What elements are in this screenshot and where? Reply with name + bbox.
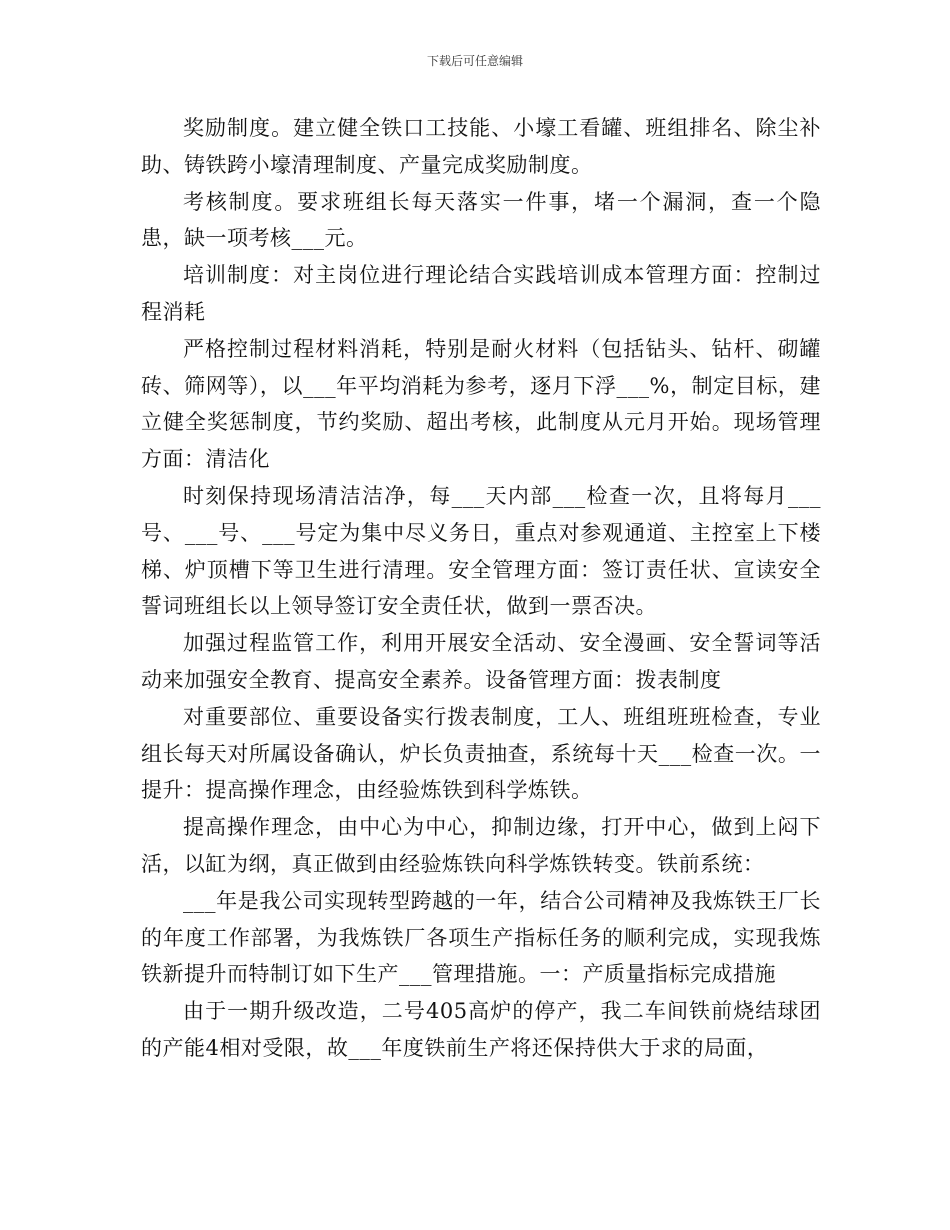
paragraph-production-status: 由于一期升级改造，二号405高炉的停产，我二车间铁前烧结球团的产能4相对受限，故___年度铁前生产将还保持供大于求的局面， [141, 999, 821, 1060]
paragraph-material-consumption: 严格控制过程材料消耗，特别是耐火材料（包括钻头、钻杆、砌罐砖、筛网等），以___年平均消耗为参考，逐月下浮___%，制定目标，建立健全奖惩制度，节约奖励、超出考核，此制度从元月开始。现场管理方面：清洁化 [141, 336, 821, 472]
paragraph-assessment-system: 考核制度。要求班组长每天落实一件事，堵一个漏洞，查一个隐患，缺一项考核___元。 [141, 189, 821, 251]
paragraph-annual-plan: ___年是我公司实现转型跨越的一年，结合公司精神及我炼铁王厂长的年度工作部署，为我炼铁厂各项生产指标任务的顺利完成，实现我炼铁新提升而特制订如下生产___管理措施。一：产质量指标完成措施 [141, 888, 821, 987]
paragraph-training-system: 培训制度：对主岗位进行理论结合实践培训成本管理方面：控制过程消耗 [141, 263, 821, 324]
paragraph-site-cleanliness: 时刻保持现场清洁洁净，每___天内部___检查一次，且将每月___号、___号、___号定为集中尽义务日，重点对参观通道、主控室上下楼梯、炉顶槽下等卫生进行清理。安全管理方面：签订责任状、宣读安全誓词班组长以上领导签订安全责任状，做到一票否决。 [141, 483, 821, 619]
page-header: 下载后可任意编辑 [426, 54, 523, 68]
paragraph-reward-system: 奖励制度。建立健全铁口工技能、小壕工看罐、班组排名、除尘补助、铸铁跨小壕清理制度、产量完成奖励制度。 [141, 116, 821, 177]
paragraph-operation-concept: 提高操作理念，由中心为中心，抑制边缘，打开中心，做到上闷下活，以缸为纲，真正做到由经验炼铁向科学炼铁转变。铁前系统： [141, 815, 821, 876]
paragraph-equipment-inspection: 对重要部位、重要设备实行拨表制度，工人、班组班班检查，专业组长每天对所属设备确认，炉长负责抽查，系统每十天___检查一次。一提升：提高操作理念，由经验炼铁到科学炼铁。 [141, 704, 821, 803]
document-body [141, 110, 821, 1067]
paragraph-safety-supervision: 加强过程监管工作，利用开展安全活动、安全漫画、安全誓词等活动来加强安全教育、提高安全素养。设备管理方面：拨表制度 [141, 631, 821, 692]
